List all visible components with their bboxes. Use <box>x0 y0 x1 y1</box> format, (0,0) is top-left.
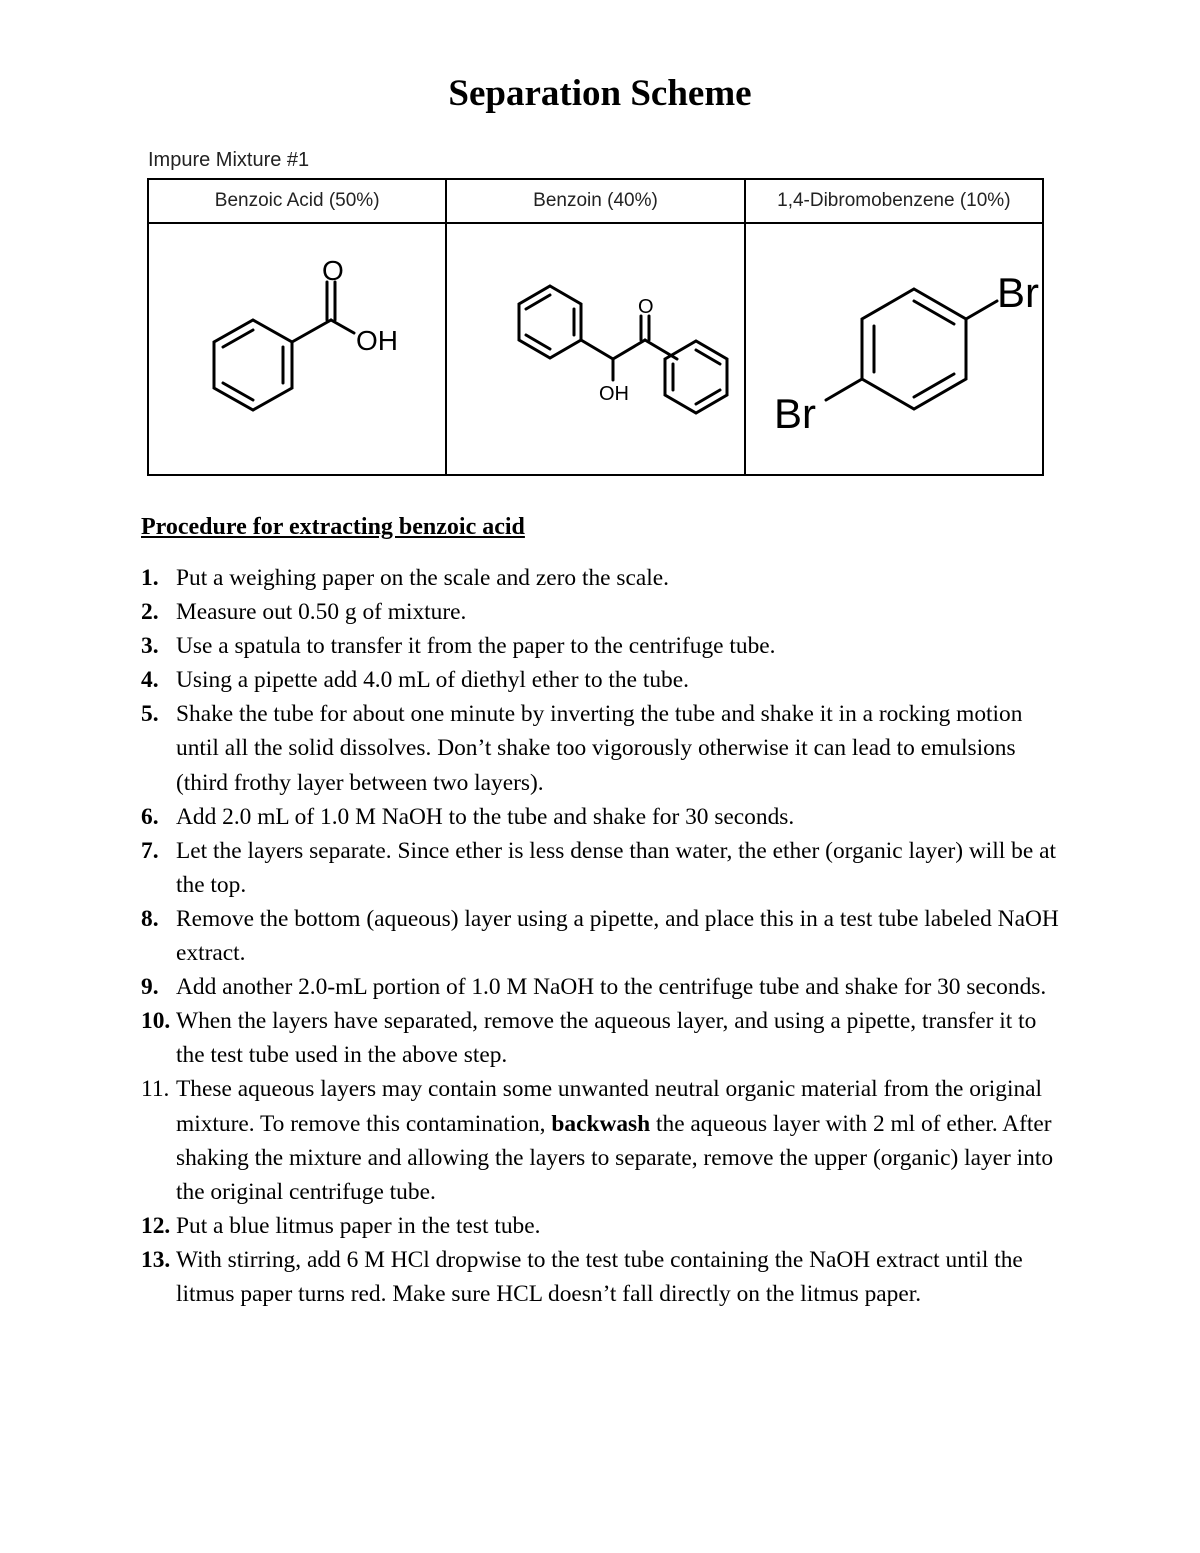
mixture-label: Impure Mixture #1 <box>148 149 310 171</box>
header-dibromobenzene: 1,4-Dibromobenzene (10%) <box>745 179 1043 223</box>
structure-row <box>148 223 1043 475</box>
step-item <box>141 1209 1061 1243</box>
step-item <box>141 561 1061 595</box>
header-benzoic-acid: Benzoic Acid (50%) <box>148 179 446 223</box>
step-number: 10. <box>141 1008 171 1035</box>
step-number: 8. <box>141 905 159 932</box>
step-text: Shake the tube for about one minute by inverting the tube and shake it in a rocking motion until all the solid dissolves. Don’t shake too vigorously otherwise it can lead to emulsions (third frothy layer between two layers). <box>176 701 1023 796</box>
benzoin-hydroxyl-label: OH <box>599 383 630 405</box>
step-text: Measure out 0.50 g of mixture. <box>176 599 467 626</box>
compound-table <box>147 178 1044 476</box>
benzoin-structure <box>460 249 730 449</box>
procedure-heading: Procedure for extracting benzoic acid <box>141 514 525 540</box>
step-item <box>141 970 1061 1004</box>
step-item <box>141 1004 1061 1072</box>
step-text-part: These aqueous layers may contain some unwanted neutral organic material from the original mixture. To remove this contamination, <box>176 1076 1043 1137</box>
benzoin-carbonyl-o-label: O <box>638 296 655 318</box>
step-item <box>141 595 1061 629</box>
step-number: 7. <box>141 837 159 864</box>
header-benzoin: Benzoin (40%) <box>446 179 744 223</box>
step-text: Using a pipette add 4.0 mL of diethyl ether to the tube. <box>176 667 689 694</box>
step-item <box>141 834 1061 902</box>
step-number: 1. <box>141 565 159 591</box>
step-item <box>141 663 1061 697</box>
step-number: 3. <box>141 633 159 660</box>
step-text: Remove the bottom (aqueous) layer using a pipette, and place this in a test tube labeled NaOH extract. <box>176 905 1059 967</box>
backwash-emphasis: backwash <box>551 1110 651 1137</box>
step-item <box>141 697 1061 799</box>
step-text <box>176 1072 1061 1208</box>
step-item <box>141 1243 1061 1311</box>
bromine-top-label: Br <box>996 269 1039 316</box>
benzoic-acid-structure <box>167 249 427 449</box>
benzoic-hydroxyl-label: OH <box>356 325 399 356</box>
step-text-part: the aqueous layer with 2 ml of ether. After shaking the mixture and allowing the layers to separate, remove the upper (organic) layer into the original centrifuge tube. <box>176 1110 1054 1205</box>
bromine-bottom-label: Br <box>773 390 816 437</box>
document-title: Separation Scheme <box>448 73 752 114</box>
step-text: With stirring, add 6 M HCl dropwise to the test tube containing the NaOH extract until the litmus paper turns red. Make sure HCL doesn’t fall directly on the litmus paper. <box>176 1246 1023 1307</box>
step-item <box>141 800 1061 834</box>
step-text: When the layers have separated, remove the aqueous layer, and using a pipette, transfer it to the test tube used in the above step. <box>176 1008 1037 1069</box>
step-number: 6. <box>141 803 159 830</box>
cell-benzoin <box>446 223 744 475</box>
step-text: Put a blue litmus paper in the test tube. <box>176 1212 541 1239</box>
step-text: Use a spatula to transfer it from the paper to the centrifuge tube. <box>176 633 776 660</box>
benzoic-carbonyl-o-label: O <box>322 255 344 286</box>
step-number: 2. <box>141 599 159 626</box>
cell-benzoic-acid <box>148 223 446 475</box>
step-number: 12. <box>141 1212 171 1239</box>
step-number: 5. <box>141 701 159 728</box>
step-number: 4. <box>141 667 159 694</box>
step-text: Add 2.0 mL of 1.0 M NaOH to the tube and shake for 30 seconds. <box>176 803 795 830</box>
step-item <box>141 1072 1061 1208</box>
step-text: Put a weighing paper on the scale and zero the scale. <box>176 565 669 591</box>
cell-dibromobenzene <box>745 223 1043 475</box>
procedure-steps <box>141 561 1061 1311</box>
step-text: Let the layers separate. Since ether is less dense than water, the ether (organic layer) will be at the top. <box>176 837 1056 898</box>
step-number: 9. <box>141 974 159 1001</box>
compound-header-row <box>148 179 1043 223</box>
step-number: 13. <box>141 1246 171 1273</box>
step-item <box>141 629 1061 663</box>
step-text: Add another 2.0-mL portion of 1.0 M NaOH to the centrifuge tube and shake for 30 seconds. <box>176 974 1047 1001</box>
dibromobenzene-structure <box>749 249 1039 449</box>
step-item <box>141 902 1061 970</box>
step-number: 11. <box>141 1076 170 1103</box>
